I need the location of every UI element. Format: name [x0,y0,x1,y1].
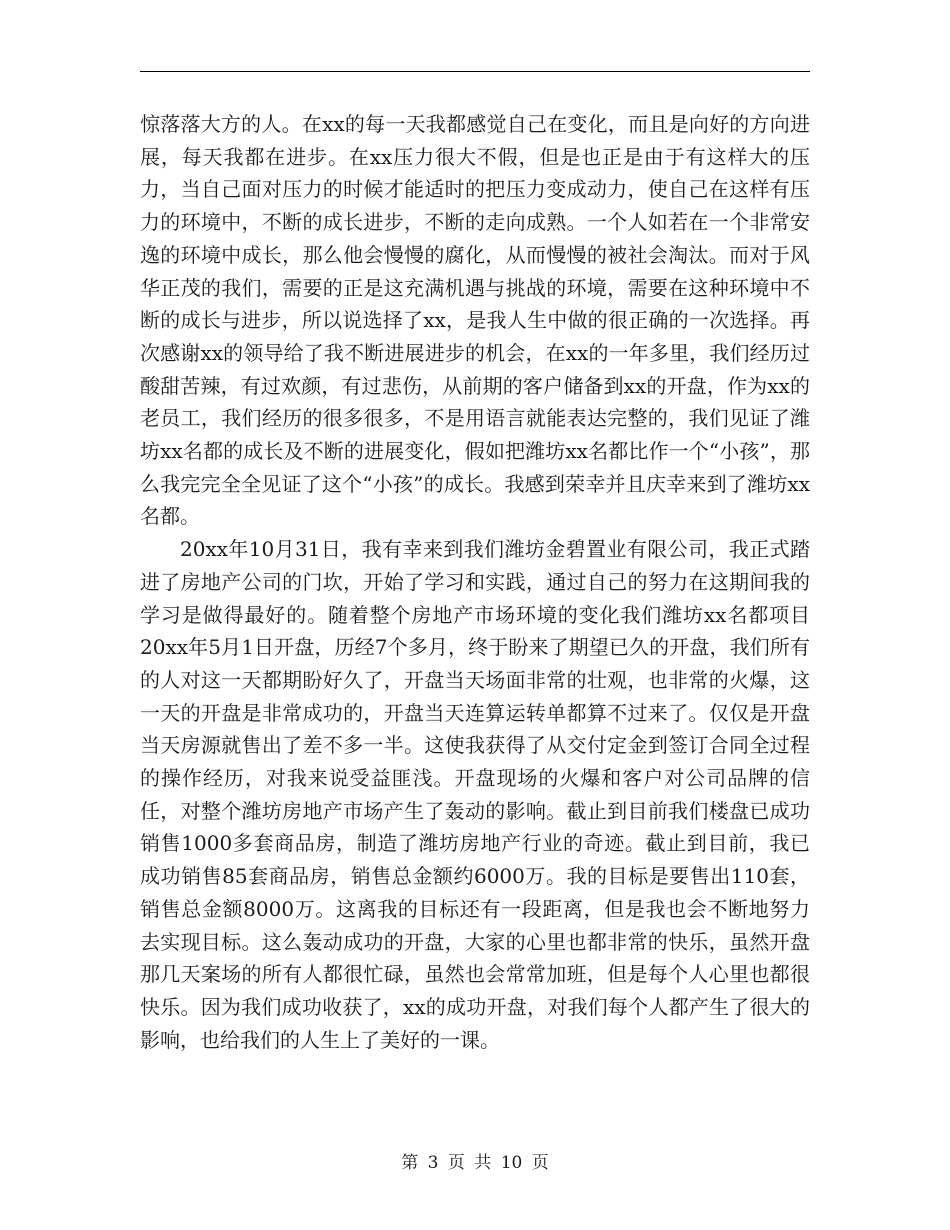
document-body [140,108,810,1056]
header-rule [140,71,810,72]
paragraph-continued: 惊落落大方的人。在xx的每一天我都感觉自己在变化，而且是向好的方向进展，每天我都在进步。在xx压力很大不假，但是也正是由于有这样大的压力，当自己面对压力的时候才能适时的把压力变成动力，使自己在这样有压力的环境中，不断的成长进步，不断的走向成熟。一个人如若在一个非常安逸的环境中成长，那么他会慢慢的腐化，从而慢慢的被社会淘汰。而对于风华正茂的我们，需要的正是这充满机遇与挑战的环境，需要在这种环境中不断的成长与进步，所以说选择了xx，是我人生中做的很正确的一次选择。再次感谢xx的领导给了我不断进展进步的机会，在xx的一年多里，我们经历过酸甜苦辣，有过欢颜，有过悲伤，从前期的客户储备到xx的开盘，作为xx的老员工，我们经历的很多很多，不是用语言就能表达完整的，我们见证了潍坊xx名都的成长及不断的进展变化，假如把潍坊xx名都比作一个“小孩”，那么我完完全全见证了这个“小孩”的成长。我感到荣幸并且庆幸来到了潍坊xx名都。 [140,112,810,529]
paragraph-sales-experience: 20xx年10月31日，我有幸来到我们潍坊金碧置业有限公司，我正式踏进了房地产公司的门坎，开始了学习和实践，通过自己的努力在这期间我的学习是做得最好的。随着整个房地产市场环境的变化我们潍坊xx名都项目20xx年5月1日开盘，历经7个多月，终于盼来了期望已久的开盘，我们所有的人对这一天都期盼好久了，开盘当天场面非常的壮观，也非常的火爆，这一天的开盘是非常成功的，开盘当天连算运转单都算不过来了。仅仅是开盘当天房源就售出了差不多一半。这使我获得了从交付定金到签订合同全过程的操作经历，对我来说受益匪浅。开盘现场的火爆和客户对公司品牌的信任，对整个潍坊房地产市场产生了轰动的影响。截止到目前我们楼盘已成功销售1000多套商品房，制造了潍坊房地产行业的奇迹。截止到目前，我已成功销售85套商品房，销售总金额约6000万。我的目标是要售出110套，销售总金额8000万。这离我的目标还有一段距离，但是我也会不断地努力去实现目标。这么轰动成功的开盘，大家的心里也都非常的快乐，虽然开盘那几天案场的所有人都很忙碌，虽然也会常常加班，但是每个人心里也都很快乐。因为我们成功收获了，xx的成功开盘，对我们每个人都产生了很大的影响，也给我们的人生上了美好的一课。 [140,537,810,1052]
page-footer: 第 3 页 共 10 页 [401,1153,549,1173]
